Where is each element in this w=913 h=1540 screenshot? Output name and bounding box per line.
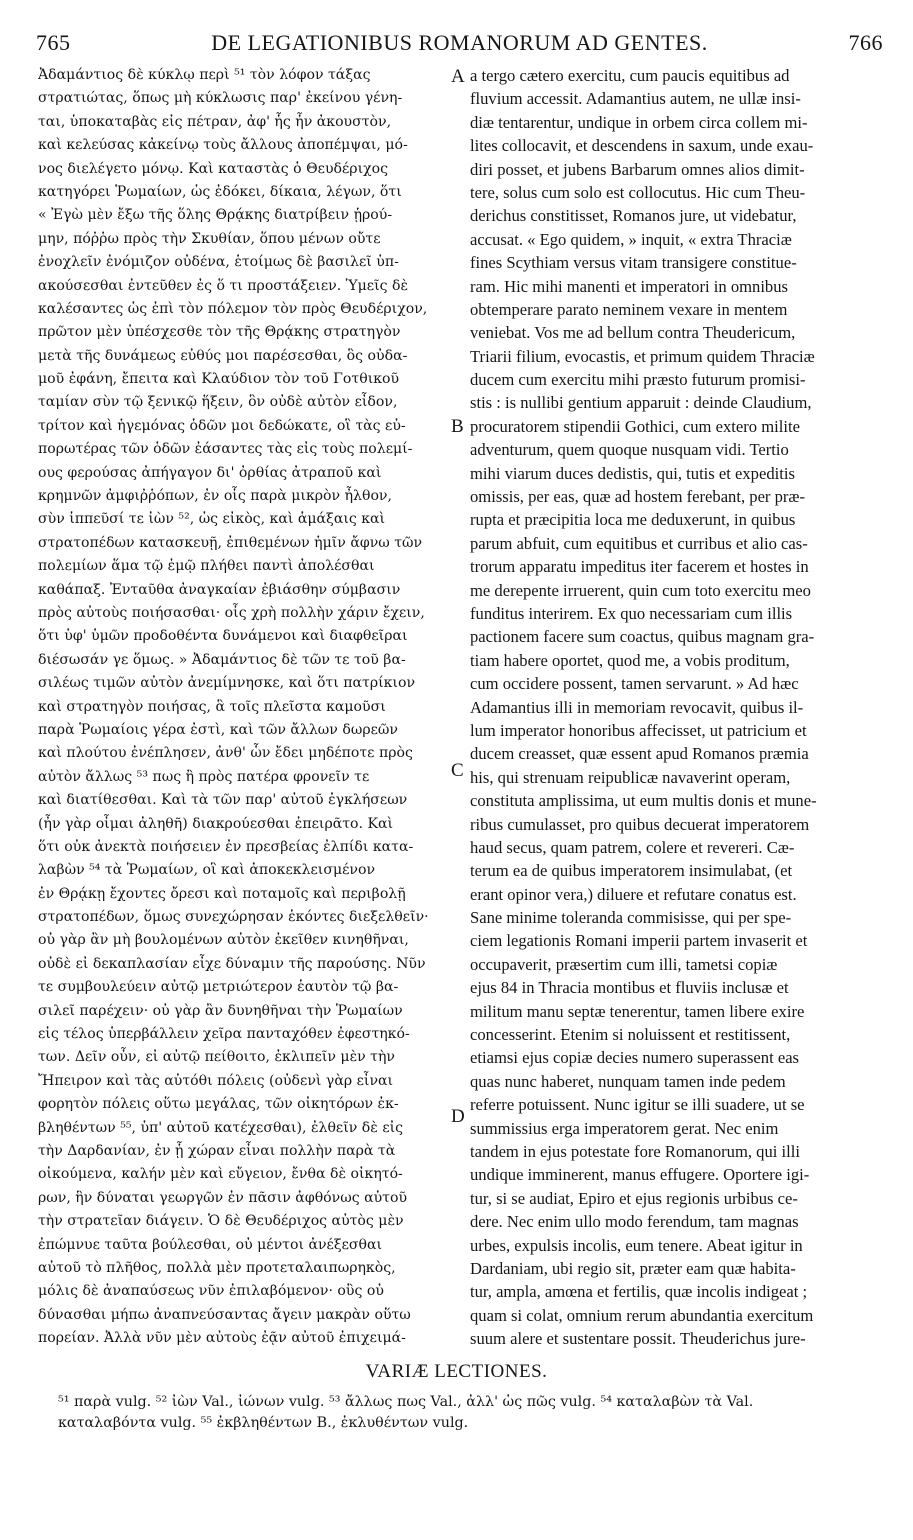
latin-text-line: quam si colat, omnium rerum abundantia exercitum — [470, 1305, 814, 1325]
latin-text-line: pactionem facere sum coactus, quibus magnam gra- — [470, 627, 815, 647]
latin-text-line: etiamsi ejus copiæ decies numero superassent eas — [470, 1048, 800, 1068]
latin-text-line: procuratorem stipendii Gothici, cum extero milite — [470, 416, 800, 436]
greek-text-line: ακούσεσθαι ἐντεῦθεν ἐς ὅ τι προστάξειεν. Ὑμεῖς δὲ — [38, 277, 409, 294]
section-marker-a: A — [451, 66, 465, 87]
latin-text-line: Adamantius illi in memoriam revocavit, quibus il- — [470, 697, 804, 717]
latin-text-line: fines Scythiam versus vitam transigere constitue- — [470, 253, 797, 273]
latin-text-line: quas nunc haberet, nunquam tamen inde pedem — [470, 1071, 786, 1091]
greek-text-line: στρατοπέδων κατασκευῇ, ἐπιθεμένων ἡμῖν ἄφνω τῶν — [38, 534, 423, 551]
greek-text-line: Ἤπειρον καὶ τὰς αὐτόθι πόλεις (οὐδενὶ γὰρ εἶναι — [38, 1072, 394, 1089]
latin-text-line: derichus constitisset, Romanos jure, ut videbatur, — [470, 206, 797, 226]
greek-text-line: στρατιώτας, ὅπως μὴ κύκλωσις παρ' ἐκείνου γένη- — [38, 90, 403, 107]
greek-text-line: ἐνοχλεῖν ἐνόμιζον οὐδένα, ἑτοίμως δὲ βασιλεῖ ὑπ- — [38, 254, 399, 271]
latin-text-line: mihi viarum duces dedistis, qui, tutis et expeditis — [470, 463, 795, 483]
greek-text-line: καὶ πλούτου ἐνέπλησεν, ἀνθ' ὧν ἔδει μηδέποτε πρὸς — [38, 745, 413, 762]
greek-text-line: εἰς τέλος ὑπερβάλλειν χεῖρα πανταχόθεν ἐφεστηκό- — [38, 1026, 410, 1043]
latin-text-line: tur, si se audiat, Epiro et ejus regionis urbibus ce- — [470, 1188, 798, 1208]
footnote-line: καταλαβόντα vulg. ⁵⁵ ἐκβληθέντων B., ἐκλυθέντων vulg. — [58, 1415, 469, 1431]
greek-text-line: φορητὸν πόλεις οὕτω μεγάλας, τῶν οἰκητόρων ἐκ- — [38, 1096, 399, 1113]
latin-text-line: erant opinor vera,) diluere et refutare conatus est. — [470, 884, 797, 904]
greek-text-line: ὅτι ὑφ' ὑμῶν προδοθέντα δυνάμενοι καὶ διαφθεῖραι — [38, 628, 408, 645]
page-header — [36, 30, 883, 58]
latin-text-line: cum occidere possent, tamen servarunt. » Ad hæc — [470, 674, 799, 694]
greek-text-line: καθάπαξ. Ἐνταῦθα ἀναγκαίαν ἐβιάσθην σύμβασιν — [38, 581, 401, 598]
latin-text-line: ciem legationis Romani imperii partem invaserit et — [470, 931, 808, 951]
latin-text-line: ribus cumulasset, pro quibus decuerat imperatorem — [470, 814, 810, 834]
greek-text-line: δύνασθαι μήπω ἀναπνεύσαντας ἄγειν μακρὰν οὕτω — [38, 1306, 411, 1323]
latin-text-line: Sane minime toleranda commisisse, qui per spe- — [470, 908, 792, 928]
footnotes — [58, 1392, 883, 1434]
latin-text-line: stis : is nullibi gentium apparuit : deinde Claudium, — [470, 393, 812, 413]
latin-text-line: occupaverit, præsertim cum illi, tametsi copiæ — [470, 954, 778, 974]
greek-text-line: πρῶτον μὲν ὑπέσχεσθε τὸν τῆς Θρᾴκης στρατηγὸν — [38, 324, 401, 341]
latin-text-line: diri posset, et jubens Barbarum omnes alios dimit- — [470, 159, 805, 179]
latin-text-line: suum alere et sustentare possit. Theuderichus jure- — [470, 1329, 806, 1349]
latin-text-line: rupta et præcipitia loca me deduxerunt, in quibus — [470, 510, 796, 530]
latin-text-line: Dardaniam, ubi regio sit, præter eam quæ habita- — [470, 1258, 796, 1278]
greek-text-line: αὐτὸν ἄλλως ⁵³ πως ἢ πρὸς πατέρα φρονεῖν τε — [38, 768, 370, 785]
greek-text-line: τὴν Δαρδανίαν, ἐν ᾗ χώραν εἶναι πολλὴν παρὰ τὰ — [38, 1142, 396, 1159]
latin-text-line: a tergo cætero exercitu, cum paucis equitibus ad — [470, 66, 790, 85]
latin-text-line: lum imperator honoribus affecisset, ut patricium et — [470, 720, 807, 740]
greek-text-line: αὐτοῦ τὸ πλῆθος, πολλὰ μὲν προτεταλαιπωρηκὸς, — [38, 1259, 396, 1276]
greek-text-line: σιλεῖ παρέχειν· οὐ γὰρ ἂν δυνηθῆναι τὴν Ῥωμαίων — [38, 1002, 403, 1019]
latin-text-line: veniebat. Vos me ad bellum contra Theudericum, — [470, 323, 796, 343]
greek-text-line: οἰκούμενα, καλήν μὲν καὶ εὔγειον, ἔνθα δὲ οἰκητό- — [38, 1166, 403, 1183]
variae-lectiones-heading: VARIÆ LECTIONES. — [365, 1361, 548, 1382]
latin-text-line: obtemperare parato neminem vexare in mentem — [470, 299, 788, 319]
greek-text-line: σιλέως τιμῶν αὐτὸν ἀνεμίμνησκε, καὶ ὅτι πατρίκιον — [38, 675, 416, 692]
greek-text-line: διέσωσάν γε ὅμως. » Ἀδαμάντιος δὲ τῶν τε τοῦ βα- — [38, 651, 406, 668]
greek-text-line: καὶ κελεύσας κἀκείνῳ τοὺς ἄλλους ἀποπέμψαι, μό- — [38, 137, 408, 154]
greek-text-line: σὺν ἱππεῦσί τε ἰὼν ⁵², ὡς εἰκὸς, καὶ ἁμάξαις καὶ — [38, 511, 386, 528]
greek-text-line: πορωτέρας τῶν ὁδῶν ἐάσαντες τὰς εἰς τοὺς πολεμί- — [38, 441, 413, 458]
greek-text-column — [38, 64, 458, 1350]
running-title: DE LEGATIONIBUS ROMANORUM AD GENTES. — [211, 30, 708, 55]
latin-text-line: ducem creasset, quæ essent apud Romanos præmia — [470, 744, 809, 764]
latin-text-line: summissius erga imperatorem gerat. Nec enim — [470, 1118, 779, 1138]
latin-text-line: terum ea de quibus imperatorem insimulabat, (et — [470, 861, 793, 881]
greek-text-line: νος διελέγετο μόνῳ. Καὶ καταστὰς ὁ Θευδέριχος — [38, 160, 389, 177]
greek-text-line: ἐπώμνυε ταῦτα βούλεσθαι, οὐ μέντοι ἀνέξεσθαι — [38, 1236, 383, 1253]
greek-text-line: ὅτι οὐκ ἀνεκτὰ ποιήσειεν ἐν πρεσβείας ἐλπίδι κατα- — [38, 838, 414, 855]
latin-text-line: ram. Hic mihi manenti et imperatori in omnibus — [470, 276, 788, 296]
latin-text-line: me derepente irruerent, quin cum toto exercitu meo — [470, 580, 811, 600]
greek-text-line: οὐ γὰρ ἂν μὴ βουλομένων αὐτὸν ἐκεῖθεν κινηθῆναι, — [38, 932, 409, 949]
greek-text-line: ρων, ἣν δύναται γεωργῶν ἐν πᾶσιν ἀφθόνως αὐτοῦ — [38, 1189, 408, 1206]
footnote-line: ⁵¹ παρὰ vulg. ⁵² ἰὼν Val., ἰώνων vulg. ⁵³ ἄλλως πως Val., ἀλλ' ὡς πῶς vulg. ⁵⁴ καταλαβὼν τὰ Val. — [58, 1394, 754, 1410]
greek-text-line: ταμίαν σὺν τῷ ξενικῷ ἥξειν, ὃν οὐδὲ αὐτὸν εἶδον, — [38, 394, 398, 411]
greek-text-line: ους φερούσας ἀπήγαγον δι' ὀρθίας ἀτραποῦ καὶ — [38, 464, 382, 481]
latin-text-line: parum abfuit, cum equitibus et curribus et alio cas- — [470, 533, 808, 553]
latin-text-line: referre potuissent. Nunc igitur se illi suadere, ut se — [470, 1095, 805, 1115]
greek-text-line: βληθέντων ⁵⁵, ὑπ' αὐτοῦ κατέχεσθαι), ἐλθεῖν δὲ εἰς — [38, 1119, 404, 1136]
greek-text-line: « Ἐγὼ μὲν ἔξω τῆς ὅλης Θρᾴκης διατρίβειν ᾑρού- — [38, 207, 393, 224]
greek-text-line: στρατοπέδων, ὅμως συνεχώρησαν ἑκόντες διεξελθεῖν· — [38, 909, 429, 926]
latin-text-line: tandem in ejus potestate fore Romanorum, qui illi — [470, 1141, 800, 1161]
page-number-left: 765 — [36, 30, 71, 55]
latin-text-line: dere. Nec enim ullo modo ferendum, tam magnas — [470, 1212, 799, 1232]
latin-text-line: omissis, per eas, quæ ad hostem ferebant, per præ- — [470, 487, 806, 507]
latin-text-line: tur, ampla, amœna et fertilis, quæ incolis indigeat ; — [470, 1282, 808, 1302]
greek-text-line: κατηγόρει Ῥωμαίων, ὡς ἐδόκει, δίκαια, λέγων, ὅτι — [38, 183, 402, 200]
latin-text-line: tiam habere oportet, quod me, a vobis proditum, — [470, 650, 790, 670]
greek-text-line: πορείαν. Ἀλλὰ νῦν μὲν αὐτοὺς ἐᾷν αὐτοῦ ἐπιχειμά- — [38, 1330, 406, 1347]
latin-text-line: diæ tentarentur, undique in orbem circa collem mi- — [470, 112, 808, 132]
latin-text-line: urbes, expulsis incolis, eum tenere. Abeat igitur in — [470, 1235, 803, 1255]
latin-text-line: accusat. « Ego quidem, » inquit, « extra Thraciæ — [470, 229, 792, 249]
latin-text-line: fluvium accessit. Adamantius autem, ne ullæ insi- — [470, 89, 801, 109]
latin-text-line: haud secus, quam patrem, colere et revereri. Cæ- — [470, 837, 795, 857]
latin-text-line: militum manu septæ tenerentur, tamen libere exire — [470, 1001, 805, 1021]
greek-text-line: καλέσαντες ὡς ἐπὶ τὸν πόλεμον τὸν πρὸς Θευδέριχον, — [38, 300, 428, 317]
latin-text-line: concesserint. Etenim si noluissent et restitissent, — [470, 1025, 791, 1045]
greek-text-line: πολεμίων ἅμα τῷ ἐμῷ πλήθει παντὶ ἀπολέσθαι — [38, 558, 375, 575]
greek-text-line: τρίτον καὶ ἡγεμόνας ὁδῶν μοι δεδώκατε, οἳ τὰς εὐ- — [38, 417, 406, 434]
greek-text-line: κρημνῶν ἀμφιῤῥόπων, ἐν οἷς παρὰ μικρὸν ἦλθον, — [38, 488, 392, 505]
greek-text-line: (ἦν γὰρ οἶμαι ἀληθῆ) διακρούεσθαι ἐπειρᾶτο. Καὶ — [38, 815, 394, 832]
latin-text-line: lites collocavit, et descendens in saxum, unde exau- — [470, 136, 814, 156]
greek-text-line: τε συμβουλεύειν αὐτῷ μετριώτερον ἑαυτὸν τῷ βα- — [38, 979, 399, 996]
greek-text-line: ται, ὑποκαταβὰς εἰς πέτραν, ἀφ' ἧς ἦν ἀκουστὸν, — [38, 113, 392, 130]
greek-text-line: μόλις δὲ ἀναπαύσεως νῦν ἐπιλαβόμενον· οὓς οὐ — [38, 1283, 384, 1300]
greek-text-line: καὶ διατίθεσθαι. Καὶ τὰ τῶν παρ' αὐτοῦ ἐγκλήσεων — [38, 792, 408, 809]
greek-text-line: καὶ στρατηγὸν ποιήσας, ἃ τοῖς πλεῖστα καμοῦσι — [38, 698, 386, 715]
latin-text-line: funditus interirem. Ex quo necessariam cum illis — [470, 603, 793, 623]
latin-text-line: ejus 84 in Thracia montibus et fluviis inclusæ et — [470, 978, 789, 998]
greek-text-line: των. Δεῖν οὖν, εἰ αὐτῷ πείθοιτο, ἐκλιπεῖν μὲν τὴν — [38, 1049, 395, 1066]
greek-text-line: λαβὼν ⁵⁴ τὰ Ῥωμαίων, οἳ καὶ ἀποκεκλεισμένον — [38, 862, 376, 879]
latin-text-line: Triarii filium, evocastis, et primum quidem Thraciæ — [470, 346, 815, 366]
greek-text-line: μοῦ ἐφάνη, ἔπειτα καὶ Κλαύδιον τὸν τοῦ Γοτθικοῦ — [38, 371, 400, 388]
latin-text-column — [470, 64, 880, 1350]
section-marker-d: D — [451, 1106, 465, 1127]
greek-text-line: παρὰ Ῥωμαίοις γέρα ἐστὶ, καὶ τῶν ἄλλων δωρεῶν — [38, 721, 398, 738]
page-number-right: 766 — [848, 30, 883, 55]
greek-text-line: μην, πόῤῥω πρὸς τὴν Σκυθίαν, ὅπου μένων οὔτε — [38, 230, 381, 247]
latin-text-line: ducem cum exercitu mihi præsto futurum promisi- — [470, 370, 806, 390]
greek-text-line: τὴν στρατεῖαν διάγειν. Ὁ δὲ Θευδέριχος αὐτὸς μὲν — [38, 1213, 404, 1230]
section-marker-c: C — [451, 760, 464, 781]
greek-text-line: ἐν Θρᾴκῃ ἔχοντες ὄρεσι καὶ ποταμοῖς καὶ περιβολῇ — [38, 885, 406, 902]
greek-text-line: μετὰ τῆς δυνάμεως εὐθύς μοι παρέσεσθαι, ὃς οὐδα- — [38, 347, 408, 364]
greek-text-line: Ἀδαμάντιος δὲ κύκλῳ περὶ ⁵¹ τὸν λόφον τάξας — [38, 67, 371, 83]
latin-text-line: trorum apparatu impeditus iter facerem et hostes in — [470, 557, 809, 577]
latin-text-line: his, qui strenuam reipublicæ navaverint operam, — [470, 767, 791, 787]
greek-text-line: πρὸς αὐτοὺς ποιήσασθαι· οἷς χρὴ πολλὴν χάριν ἔχειν, — [38, 604, 425, 621]
section-marker-b: B — [451, 416, 464, 437]
greek-text-line: οὐδὲ εἰ δεκαπλασίαν εἶχε δύναμιν τῆς παρούσης. Νῦν — [38, 955, 426, 972]
latin-text-line: adventurum, quem quoque nusquam vidi. Tertio — [470, 440, 789, 460]
latin-text-line: tere, solus cum solo est collocutus. Hic cum Theu- — [470, 182, 806, 202]
latin-text-line: undique imminerent, manus effugere. Oportere igi- — [470, 1165, 810, 1185]
latin-text-line: constituta amplissima, ut eum multis donis et mune- — [470, 791, 817, 811]
